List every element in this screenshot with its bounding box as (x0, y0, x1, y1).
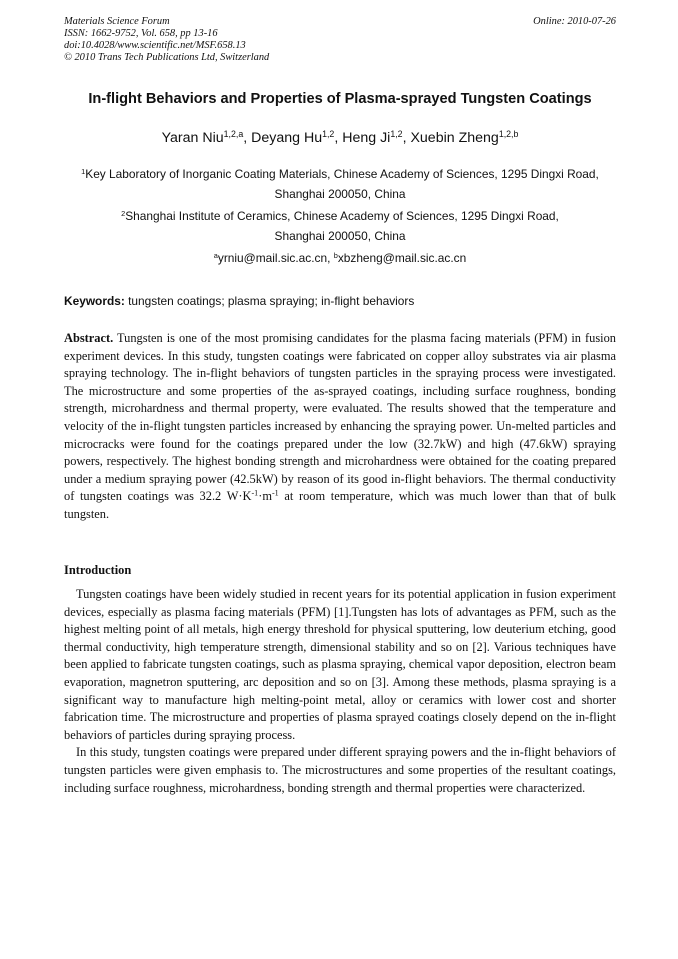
email-line: $^a$yrniu@mail.sic.ac.cn, $^b$xbzheng@mail.sic.ac.cn (213, 250, 467, 265)
keywords-text: tungsten coatings; plasma spraying; in-flight behaviors (128, 294, 415, 308)
email-address: yrniu@mail.sic.ac.cn (217, 251, 328, 265)
paragraph: In this study, tungsten coatings were prepared under different spraying powers and the in-flight behaviors of tungsten particles were given emphasis to. The microstructures and some properties of the resultant coatings, including surface roughness, microhardness, bonding strength and thermal properties were characterized. (64, 745, 616, 795)
affiliation-2 (64, 206, 616, 246)
affiliation-superscript: 2 (121, 208, 126, 218)
issn-line: ISSN: 1662-9752, Vol. 658, pp 13-16 (64, 28, 218, 39)
author-superscript: 1,2,b (498, 129, 519, 140)
copyright-line: © 2010 Trans Tech Publications Ltd, Switzerland (64, 52, 270, 63)
introduction-body (64, 586, 616, 797)
paper-title: In-flight Behaviors and Properties of Plasma-sprayed Tungsten Coatings (88, 91, 592, 107)
keywords (64, 294, 616, 308)
email-superscript: a (213, 250, 218, 260)
abstract-text-end: at room temperature, which was much lower than that of bulk tungsten. (64, 489, 616, 521)
author-name: Yaran Niu (161, 130, 224, 146)
online-date: Online: 2010-07-26 (533, 16, 616, 27)
affiliation-line: Key Laboratory of Inorganic Coating Materials, Chinese Academy of Sciences, 1295 Dingxi Road, (85, 167, 599, 181)
abstract-label: Abstract. (64, 331, 114, 345)
author-name: Deyang Hu (251, 130, 323, 146)
abstract: Abstract. Tungsten is one of the most promising candidates for the plasma facing materials (PFM) in fusion experiment devices. In this study, tungsten coatings were fabricated on copper alloy substrates via air plasma spraying technology. The in-flight behaviors of tungsten particles in the spraying process were investigated. The microstructure and some properties of the as-sprayed coatings, including surface roughness, bonding strength, microhardness and thermal property, were evaluated. The results showed that the temperature and velocity of the in-flight tungsten particles increased by enhancing the spraying power. Un-melted particles and microcracks were found for the coatings prepared under the low (32.7kW) and high (47.6kW) spraying powers, respectively. The highest bonding strength and microhardness were obtained for the coating prepared under a medium spraying power (42.5kW) by reason of its good in-flight behaviors. The thermal conductivity of tungsten coatings was 32.2 $W\cdot K^{-1}\cdot m^{-1}$ at room temperature, which was much lower than that of bulk tungsten. (64, 331, 617, 521)
unit-m: m (262, 489, 272, 504)
keywords-label: Keywords: (64, 294, 125, 308)
author-superscript: 1,2,a (223, 129, 244, 140)
affiliation-superscript: 1 (81, 166, 86, 176)
author-list: Yaran Niu$^{1,2,a}$, Deyang Hu$^{1,2}$, Heng Ji$^{1,2}$, Xuebin Zheng$^{1,2,b}$ (161, 129, 519, 146)
affiliation-line: Shanghai Institute of Ceramics, Chinese Academy of Sciences, 1295 Dingxi Road, (125, 209, 559, 223)
running-header (64, 16, 616, 64)
author-name: Xuebin Zheng (410, 130, 499, 146)
author-name: Heng Ji (342, 130, 391, 146)
email-superscript: b (333, 250, 338, 260)
section-heading-introduction: Introduction (64, 563, 132, 577)
paragraph: Tungsten coatings have been widely studied in recent years for its potential application in fusion experiment devices, especially as plasma facing materials (PFM) [1].Tungsten has lots of advantages as PFM, such as the highest melting point of all metals, high energy threshold for physical sputtering, low deuterium etching, good thermal conductivity, high temperature strength, dimensional stability and so on [2]. Various techniques have been applied to fabricate tungsten coatings, such as plasma spraying, chemical vapor deposition, electron beam evaporation, magnetron sputtering, arc deposition and so on [3]. Among these methods, plasma spraying is a significant way to manufacture high melting-point metal, alloy or ceramics with lower cost and shorter fabrication time. The microstructure and properties of plasma sprayed coatings closely depend on the in-flight behaviors of particles during spraying process. (64, 587, 616, 742)
affiliation-line: Shanghai 200050, China (274, 229, 406, 243)
author-superscript: 1,2 (390, 129, 403, 140)
journal-name: Materials Science Forum (64, 16, 170, 27)
affiliation-line: Shanghai 200050, China (274, 187, 406, 201)
unit-m-exponent: -1 (271, 488, 279, 498)
doi-line: doi:10.4028/www.scientific.net/MSF.658.13 (64, 40, 246, 51)
abstract-text: Tungsten is one of the most promising candidates for the plasma facing materials (PFM) in fusion experiment devices. In this study, tungsten coatings were fabricated on copper alloy substrates via air plasma spraying technology. The in-flight behaviors of tungsten particles in the spraying process were investigated. The microstructure and some properties of the as-sprayed coatings, including surface roughness, bonding strength, microhardness and thermal property, were evaluated. The results showed that the temperature and velocity of the in-flight tungsten particles increased by enhancing the spraying power. Un-melted particles and microcracks were found for the coatings prepared under the low (32.7kW) and high (47.6kW) spraying powers, respectively. The highest bonding strength and microhardness were obtained for the coating prepared under a medium spraying power (42.5kW) by reason of its good in-flight behaviors. The thermal conductivity of tungsten coatings was 32.2 W (64, 331, 617, 504)
unit-k: K (242, 489, 252, 504)
author-superscript: 1,2 (322, 129, 335, 140)
unit-k-exponent: -1 (251, 488, 259, 498)
email-address: xbzheng@mail.sic.ac.cn (337, 251, 467, 265)
affiliation-1 (64, 164, 616, 204)
